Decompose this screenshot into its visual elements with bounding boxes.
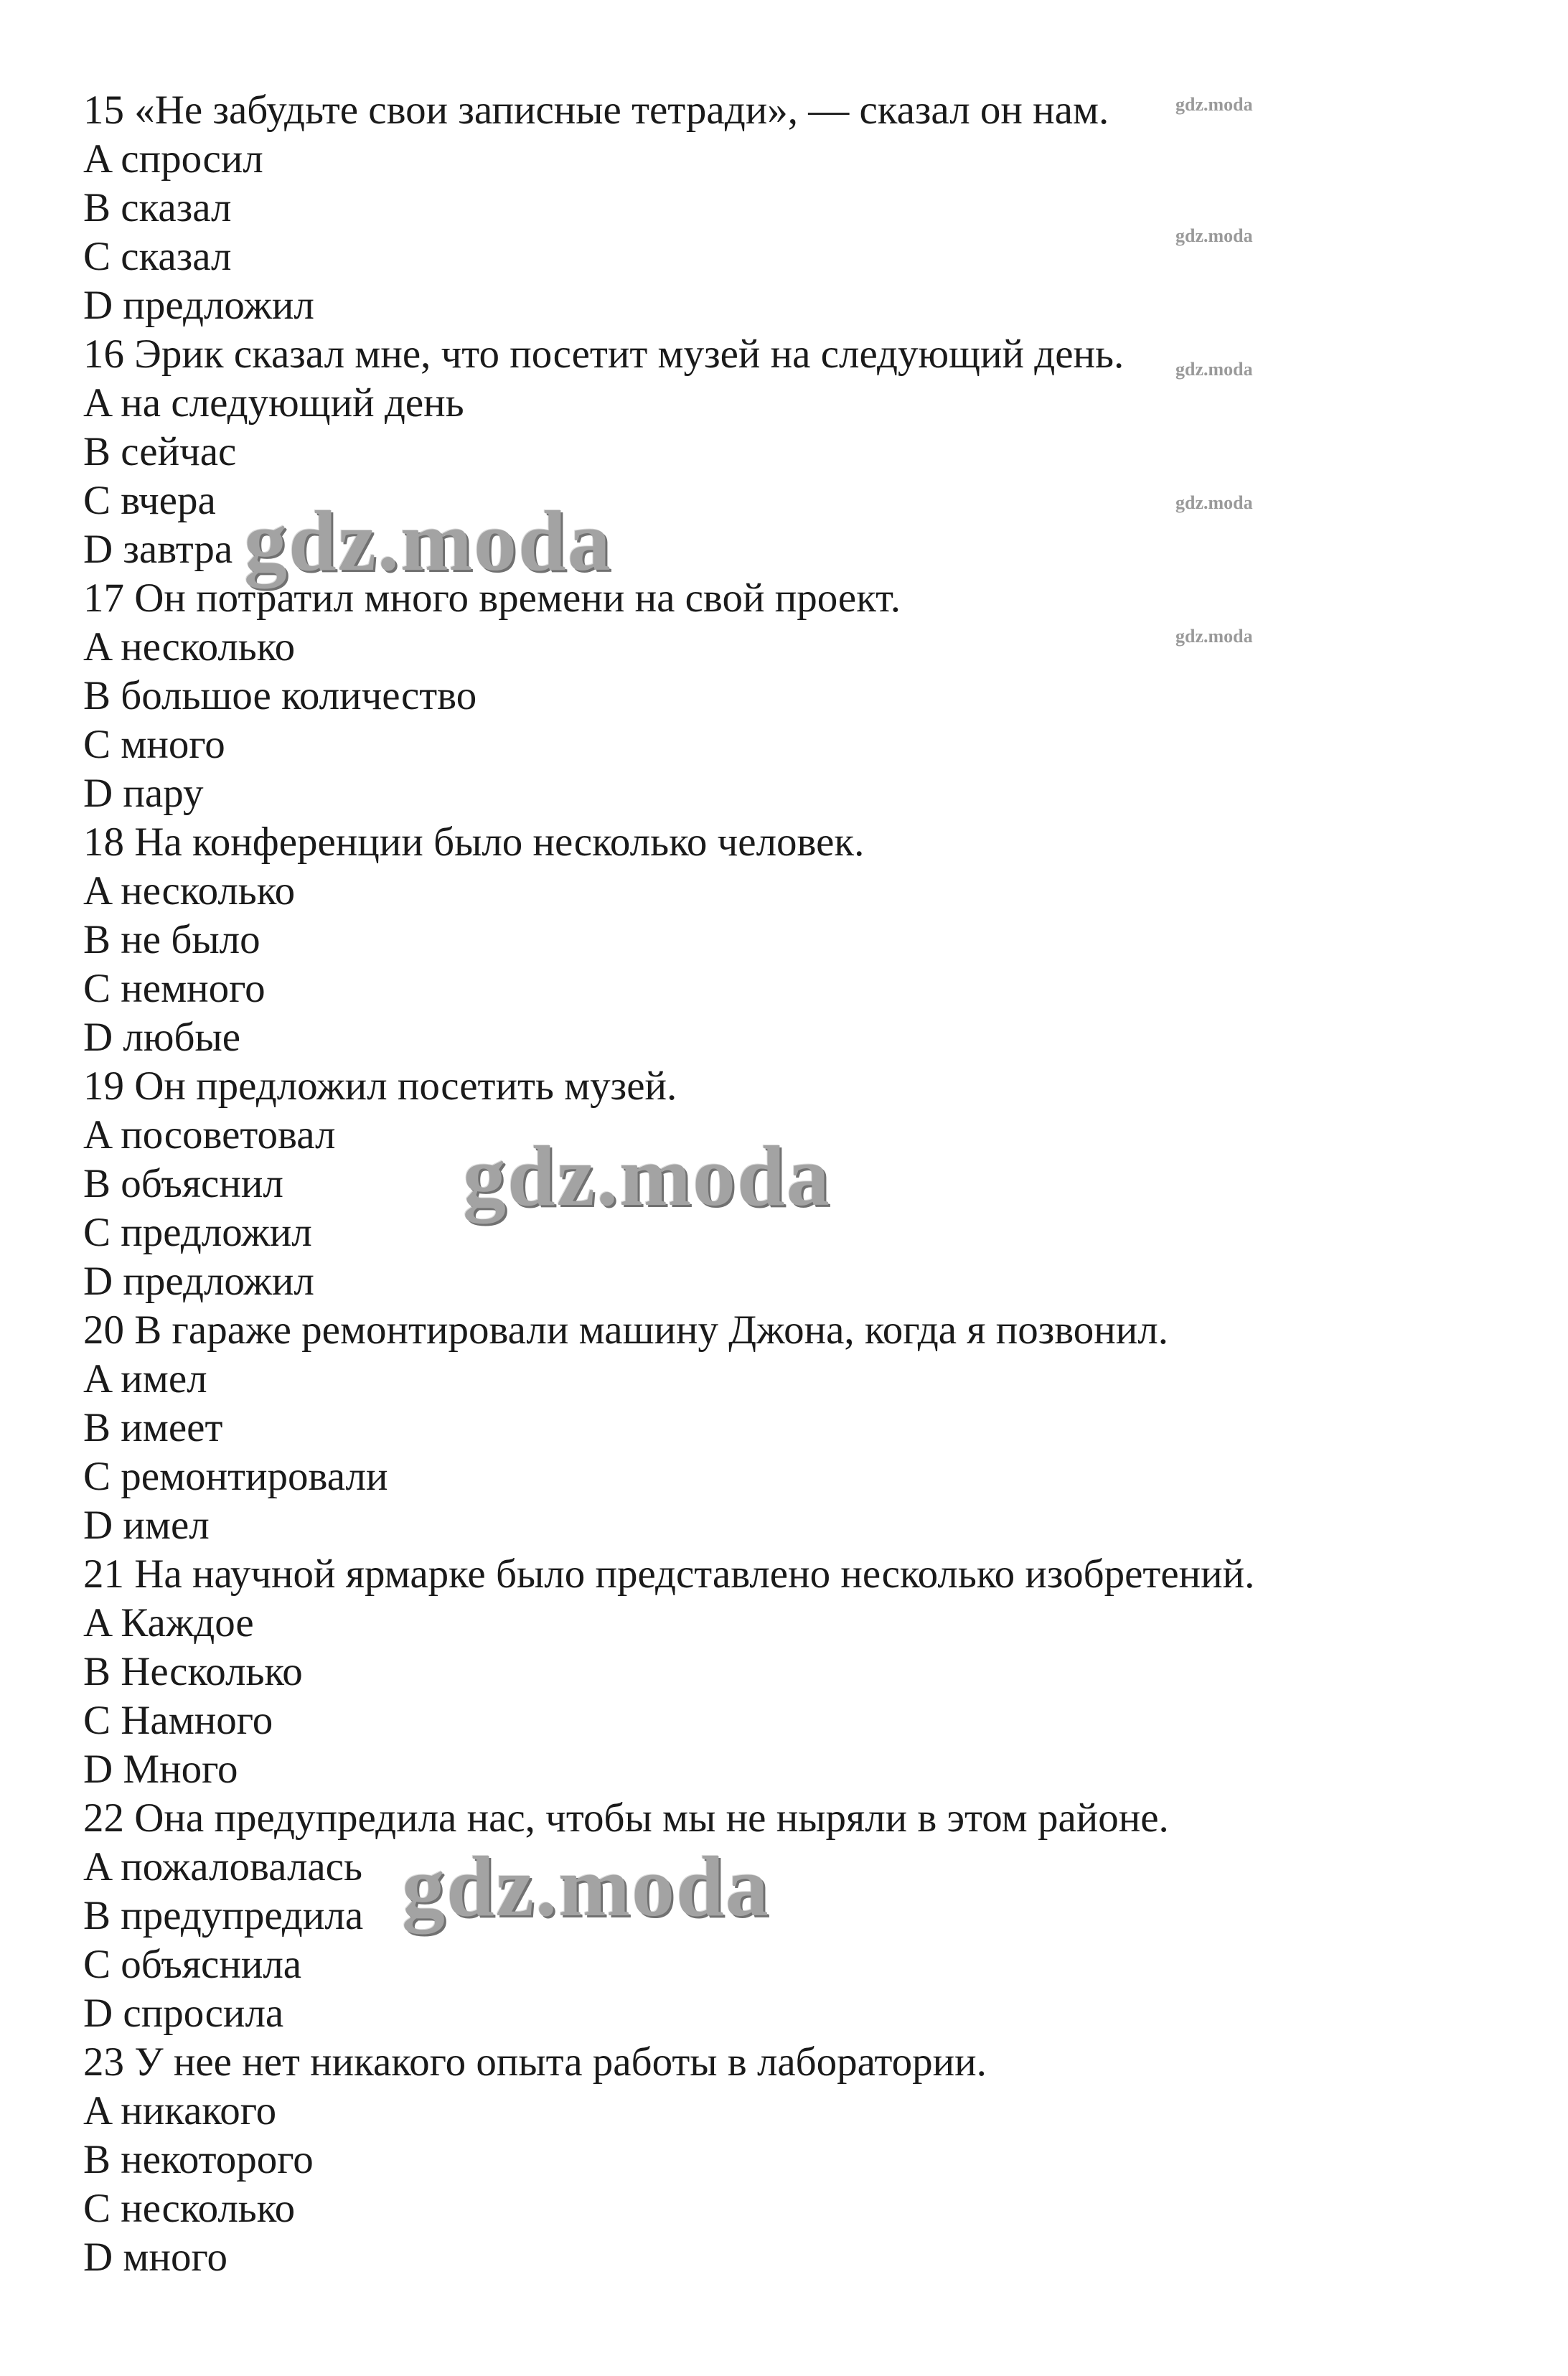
option-19-b: B объяснил	[83, 1161, 283, 1206]
option-19-a: A посоветовал	[83, 1112, 336, 1158]
watermark-small: gdz.moda	[1175, 94, 1253, 115]
option-15-d: D предложил	[83, 283, 314, 328]
option-22-a: A пожаловалась	[83, 1844, 362, 1889]
watermark-large: gdz.moda	[402, 1839, 770, 1934]
option-18-c: C немного	[83, 966, 266, 1011]
option-20-b: B имеет	[83, 1405, 223, 1450]
option-20-c: C ремонтировали	[83, 1454, 388, 1499]
question-21: 21 На научной ярмарке было представлено несколько изобретений.	[83, 1551, 1255, 1597]
option-17-a: A несколько	[83, 624, 296, 670]
watermark-small: gdz.moda	[1175, 626, 1253, 647]
option-22-b: B предупредила	[83, 1893, 364, 1938]
option-18-a: A несколько	[83, 868, 296, 914]
option-15-b: B сказал	[83, 185, 232, 230]
option-16-a: A на следующий день	[83, 380, 464, 426]
watermark-large: gdz.moda	[463, 1128, 831, 1224]
watermark-small: gdz.moda	[1175, 225, 1253, 246]
option-23-a: A никакого	[83, 2088, 277, 2133]
option-19-c: C предложил	[83, 1210, 312, 1255]
option-17-c: C много	[83, 722, 225, 767]
option-22-d: D спросила	[83, 1991, 284, 2036]
watermark-small: gdz.moda	[1175, 492, 1253, 513]
question-17: 17 Он потратил много времени на свой проект.	[83, 576, 901, 621]
question-19: 19 Он предложил посетить музей.	[83, 1063, 677, 1109]
option-23-d: D много	[83, 2235, 227, 2280]
question-15: 15 «Не забудьте свои записные тетради», — сказал он нам.	[83, 88, 1109, 133]
question-18: 18 На конференции было несколько человек.	[83, 820, 865, 865]
option-23-c: C несколько	[83, 2186, 296, 2231]
question-22: 22 Она предупредила нас, чтобы мы не ныряли в этом районе.	[83, 1795, 1169, 1841]
option-22-c: C объяснила	[83, 1942, 302, 1987]
option-21-a: A Каждое	[83, 1600, 254, 1645]
option-16-d: D завтра	[83, 527, 233, 572]
option-21-b: B Несколько	[83, 1649, 303, 1694]
option-17-d: D пару	[83, 771, 204, 816]
watermark-large: gdz.moda	[244, 493, 612, 588]
question-23: 23 У нее нет никакого опыта работы в лаборатории.	[83, 2039, 987, 2085]
option-16-c: C вчера	[83, 478, 216, 523]
option-23-b: B некоторого	[83, 2137, 314, 2182]
question-16: 16 Эрик сказал мне, что посетит музей на следующий день.	[83, 332, 1125, 377]
option-16-b: B сейчас	[83, 429, 237, 474]
question-20: 20 В гараже ремонтировали машину Джона, когда я позвонил.	[83, 1307, 1169, 1353]
option-15-a: A спросил	[83, 136, 263, 182]
option-17-b: B большое количество	[83, 673, 477, 718]
option-19-d: D предложил	[83, 1259, 314, 1304]
option-15-c: C сказал	[83, 234, 232, 279]
option-18-d: D любые	[83, 1015, 241, 1060]
option-18-b: B не было	[83, 917, 260, 962]
option-20-a: A имел	[83, 1356, 207, 1401]
option-21-d: D Много	[83, 1747, 238, 1792]
watermark-small: gdz.moda	[1175, 359, 1253, 380]
option-20-d: D имел	[83, 1503, 210, 1548]
option-21-c: C Намного	[83, 1698, 273, 1743]
